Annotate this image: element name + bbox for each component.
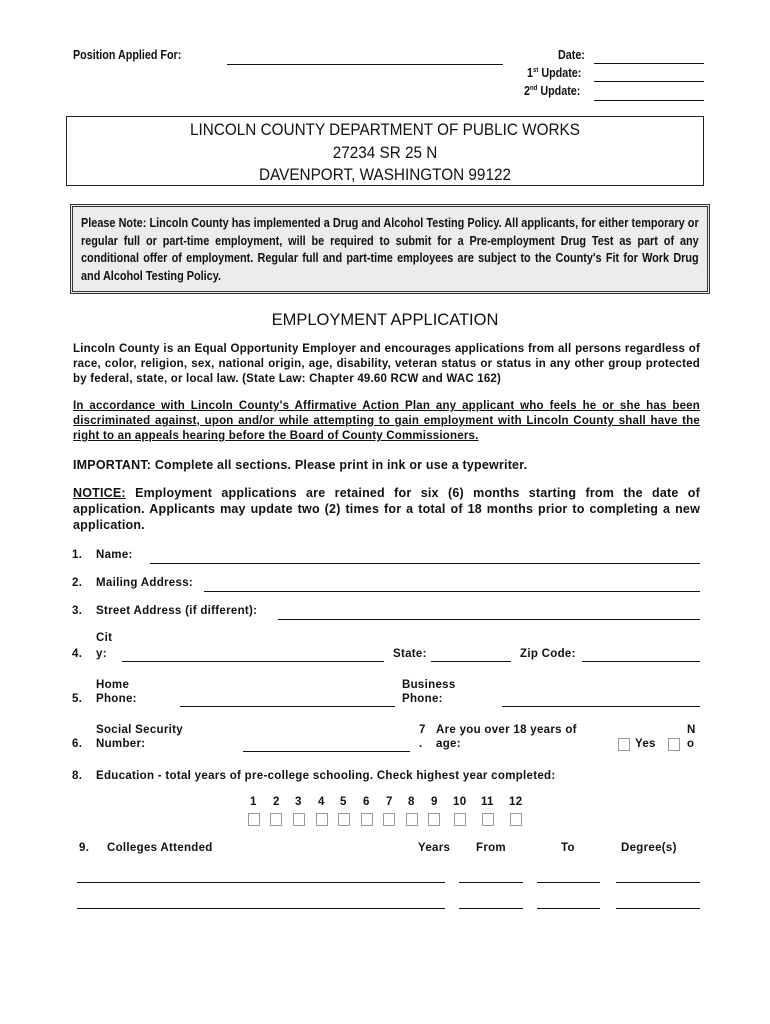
year-checkbox-6[interactable] bbox=[361, 813, 373, 826]
business-phone-label-a: Business bbox=[402, 679, 456, 691]
college-years-field-1[interactable] bbox=[459, 882, 523, 883]
year-label-9: 9 bbox=[431, 796, 438, 808]
update2-field[interactable] bbox=[594, 100, 704, 101]
yes-checkbox[interactable] bbox=[618, 738, 630, 751]
notice-paragraph bbox=[73, 485, 700, 533]
year-checkbox-11[interactable] bbox=[482, 813, 494, 826]
state-field[interactable] bbox=[431, 661, 511, 662]
important-instruction: IMPORTANT: Complete all sections. Please print in ink or use a typewriter. bbox=[73, 458, 528, 472]
home-phone-label-a: Home bbox=[96, 679, 130, 691]
city-label-a: Cit bbox=[96, 632, 113, 644]
notice-label: NOTICE: bbox=[73, 486, 126, 500]
colleges-attended-label: Colleges Attended bbox=[107, 842, 213, 854]
field-5-number: 5. bbox=[72, 693, 83, 705]
update2-label: 2nd Update: bbox=[524, 84, 581, 98]
college-name-field-2[interactable] bbox=[77, 908, 445, 909]
state-label: State: bbox=[393, 648, 427, 660]
position-field[interactable] bbox=[227, 64, 503, 65]
field-7-number-b: . bbox=[419, 738, 423, 750]
year-checkbox-1[interactable] bbox=[248, 813, 260, 826]
update1-field[interactable] bbox=[594, 81, 704, 82]
year-checkbox-9[interactable] bbox=[428, 813, 440, 826]
yes-label: Yes bbox=[635, 738, 656, 750]
field-3-number: 3. bbox=[72, 605, 83, 617]
col-years-header: Years bbox=[418, 842, 451, 854]
street-address-label: Street Address (if different): bbox=[96, 605, 258, 617]
col-to-header: To bbox=[561, 842, 575, 854]
no-label-a: N bbox=[687, 724, 696, 736]
mailing-address-field[interactable] bbox=[204, 591, 700, 592]
year-checkbox-3[interactable] bbox=[293, 813, 305, 826]
ssn-label-b: Number: bbox=[96, 738, 146, 750]
year-label-11: 11 bbox=[481, 796, 494, 808]
eeo-statement: Lincoln County is an Equal Opportunity Employer and encourages applications from all persons regardless of race, color, religion, sex, national origin, age, disability, veteran status or status in any other group protected by federal, state, or local law. (State Law: Chapter 49.60 RCW and WAC 162) bbox=[73, 343, 700, 385]
home-phone-label-b: Phone: bbox=[96, 693, 137, 705]
year-checkbox-5[interactable] bbox=[338, 813, 350, 826]
college-name-field-1[interactable] bbox=[77, 882, 445, 883]
position-label: Position Applied For: bbox=[73, 48, 182, 62]
year-label-7: 7 bbox=[386, 796, 393, 808]
notice-text: Employment applications are retained for six (6) months starting from the date of application. Applicants may update two (2) times for a total of 18 months prior to completing a new application. bbox=[73, 486, 700, 532]
field-2-number: 2. bbox=[72, 577, 83, 589]
city-field[interactable] bbox=[122, 661, 384, 662]
year-checkbox-2[interactable] bbox=[270, 813, 282, 826]
field-1-number: 1. bbox=[72, 549, 83, 561]
year-label-10: 10 bbox=[453, 796, 467, 808]
home-phone-field[interactable] bbox=[180, 706, 395, 707]
field-8-number: 8. bbox=[72, 770, 83, 782]
note-text: Please Note: Lincoln County has implemented a Drug and Alcohol Testing Policy. All applicants, for either temporary or regular full or part-time employment, will be required to submit for a Pre-employment Drug Test as part of any conditional offer of employment. Regular full and part-time employees are subject to the County's Fit for Work Drug and Alcohol Testing Policy. bbox=[81, 216, 699, 283]
education-label: Education - total years of pre-college schooling. Check highest year completed: bbox=[96, 770, 556, 782]
department-city: DAVENPORT, WASHINGTON 99122 bbox=[259, 165, 511, 184]
college-from-to-field-2[interactable] bbox=[537, 908, 600, 909]
year-label-1: 1 bbox=[250, 796, 257, 808]
year-checkbox-7[interactable] bbox=[383, 813, 395, 826]
department-name: LINCOLN COUNTY DEPARTMENT OF PUBLIC WORKS bbox=[190, 120, 580, 139]
field-4-number: 4. bbox=[72, 648, 83, 660]
name-field[interactable] bbox=[150, 563, 700, 564]
year-label-12: 12 bbox=[509, 796, 523, 808]
col-from-header: From bbox=[476, 842, 506, 854]
zip-label: Zip Code: bbox=[520, 648, 576, 660]
mailing-address-label: Mailing Address: bbox=[96, 577, 194, 589]
business-phone-field[interactable] bbox=[502, 706, 700, 707]
year-label-6: 6 bbox=[363, 796, 370, 808]
field-7-number-a: 7 bbox=[419, 724, 426, 736]
year-label-2: 2 bbox=[273, 796, 280, 808]
date-label: Date: bbox=[558, 48, 585, 62]
date-field[interactable] bbox=[594, 63, 704, 64]
year-label-5: 5 bbox=[340, 796, 347, 808]
over-18-label-a: Are you over 18 years of bbox=[436, 724, 577, 736]
year-checkbox-12[interactable] bbox=[510, 813, 522, 826]
no-checkbox[interactable] bbox=[668, 738, 680, 751]
update1-label: 1st Update: bbox=[527, 66, 582, 80]
college-from-to-field-1[interactable] bbox=[537, 882, 600, 883]
field-9-number: 9. bbox=[79, 842, 90, 854]
col-degree-header: Degree(s) bbox=[621, 842, 677, 854]
ssn-field[interactable] bbox=[243, 751, 410, 752]
year-label-3: 3 bbox=[295, 796, 302, 808]
department-street: 27234 SR 25 N bbox=[332, 143, 438, 162]
year-label-4: 4 bbox=[318, 796, 325, 808]
year-checkbox-10[interactable] bbox=[454, 813, 466, 826]
year-checkbox-8[interactable] bbox=[406, 813, 418, 826]
field-6-number: 6. bbox=[72, 738, 83, 750]
no-label-b: o bbox=[687, 738, 695, 750]
year-label-8: 8 bbox=[408, 796, 415, 808]
affirmative-action-statement: In accordance with Lincoln County's Affirmative Action Plan any applicant who feels he or she has been discriminated against, upon and/or while attempting to gain employment with Lincoln County shall have the right to an appeals hearing before the Board of County Commissioners. bbox=[73, 400, 700, 442]
name-label: Name: bbox=[96, 549, 133, 561]
zip-field[interactable] bbox=[582, 661, 700, 662]
year-checkbox-4[interactable] bbox=[316, 813, 328, 826]
department-box bbox=[66, 116, 704, 186]
drug-policy-note bbox=[70, 204, 710, 294]
city-label-b: y: bbox=[96, 648, 107, 660]
over-18-label-b: age: bbox=[436, 738, 461, 750]
ssn-label-a: Social Security bbox=[96, 724, 183, 736]
college-degree-field-2[interactable] bbox=[616, 908, 700, 909]
form-title: EMPLOYMENT APPLICATION bbox=[271, 311, 499, 329]
business-phone-label-b: Phone: bbox=[402, 693, 443, 705]
street-address-field[interactable] bbox=[278, 619, 700, 620]
college-years-field-2[interactable] bbox=[459, 908, 523, 909]
college-degree-field-1[interactable] bbox=[616, 882, 700, 883]
